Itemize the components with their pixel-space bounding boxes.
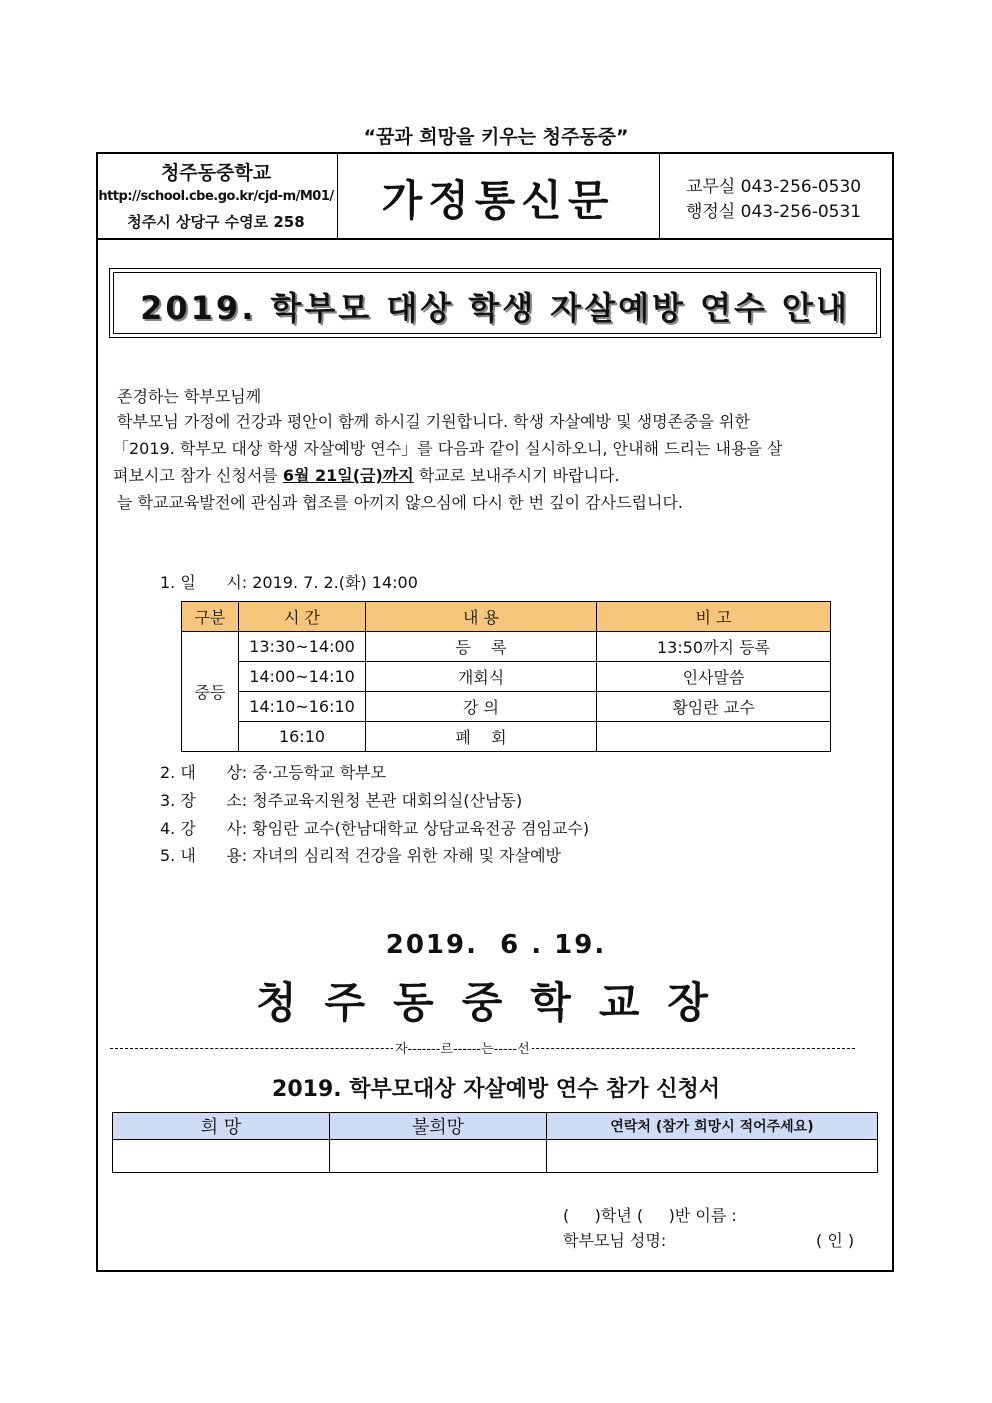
body-line-2: 「2019. 학부모 대상 학생 자살예방 연수」를 다음과 같이 실시하오니, 안내해 드리는 내용을 살 (113, 439, 783, 458)
title-box (109, 268, 881, 338)
phone-staff: 교무실 043-256-0530 (686, 177, 862, 197)
note-cell (597, 722, 831, 752)
issue-date: 2019. 6 . 19. (385, 930, 607, 960)
contact-info (660, 152, 892, 238)
content-cell: 강 의 (366, 692, 597, 722)
note-cell: 인사말씀 (597, 662, 831, 692)
header-time: 시 간 (239, 602, 366, 632)
schedule-header-row (182, 602, 831, 632)
school-motto: “꿈과 희망을 키우는 청주동중” (363, 126, 629, 148)
school-info (96, 152, 338, 238)
item-lecturer: 4. 강 사: 황임란 교수(한남대학교 상담교육전공 겸임교수) (160, 819, 590, 838)
table-row (182, 662, 831, 692)
cut-line (110, 1038, 855, 1058)
content-cell: 폐 회 (366, 722, 597, 752)
note-cell: 황임란 교수 (597, 692, 831, 722)
body-line-3-post: 학교로 보내주시기 바랍니다. (413, 466, 620, 485)
note-cell: 13:50까지 등록 (597, 632, 831, 662)
item-content: 5. 내 용: 자녀의 심리적 건강을 위한 자해 및 자살예방 (160, 846, 561, 865)
item-datetime: 1. 일 시: 2019. 7. 2.(화) 14:00 (160, 573, 418, 592)
time-cell: 13:30~14:00 (239, 632, 366, 662)
cut-line-label: 자-------르------는-----선 (393, 1038, 532, 1057)
school-name: 청주동중학교 (160, 162, 272, 184)
table-row (182, 692, 831, 722)
body-line-4: 늘 학교교육발전에 관심과 협조를 아끼지 않으심에 다시 한 번 깊이 감사드립니다. (117, 493, 683, 512)
letterhead (96, 152, 894, 240)
body-line-3-pre: 펴보시고 참가 신청서를 (113, 466, 283, 485)
seal-mark: ( 인 ) (816, 1231, 855, 1250)
greeting: 존경하는 학부모님께 (117, 387, 262, 406)
body-line-3 (113, 463, 888, 486)
form-col-attend: 희 망 (113, 1113, 330, 1140)
table-row (182, 722, 831, 752)
page-title: 2019. 학부모 대상 학생 자살예방 연수 안내 (140, 289, 850, 327)
school-address: 청주시 상당구 수영로 258 (127, 213, 305, 231)
time-cell: 14:10~16:10 (239, 692, 366, 722)
form-title: 2019. 학부모대상 자살예방 연수 참가 신청서 (272, 1077, 720, 1102)
form-header-row (113, 1113, 878, 1140)
item-place: 3. 장 소: 청주교육지원청 본관 대회의실(산남동) (160, 791, 523, 810)
phone-admin: 행정실 043-256-0531 (686, 202, 862, 222)
form-input-row (113, 1140, 878, 1173)
deadline: 6월 21일(금)까지 (282, 466, 414, 485)
newsletter-title-cell (338, 152, 660, 238)
header-note: 비 고 (597, 602, 831, 632)
parent-name-line: 학부모님 성명: (563, 1231, 667, 1250)
decline-field[interactable] (330, 1140, 547, 1173)
form-col-decline: 불희망 (330, 1113, 547, 1140)
newsletter-title: 가정통신문 (381, 176, 615, 225)
item-target: 2. 대 상: 중·고등학교 학부모 (160, 763, 387, 782)
time-cell: 14:00~14:10 (239, 662, 366, 692)
attend-field[interactable] (113, 1140, 330, 1173)
principal-signature: 청주동중학교장 (255, 978, 736, 1027)
school-url[interactable]: http://school.cbe.go.kr/cjd-m/M01/ (98, 189, 334, 204)
content-cell: 개회식 (366, 662, 597, 692)
time-cell: 16:10 (239, 722, 366, 752)
table-row (182, 632, 831, 662)
application-form-table (112, 1112, 878, 1173)
group-cell: 중등 (182, 632, 239, 752)
schedule-table (181, 601, 831, 752)
body-line-1: 학부모님 가정에 건강과 평안이 함께 하시길 기원합니다. 학생 자살예방 및 생명존중을 위한 (117, 412, 750, 431)
content-cell: 등 록 (366, 632, 597, 662)
contact-field[interactable] (547, 1140, 878, 1173)
grade-class-name-line: ( )학년 ( )반 이름 : (563, 1206, 737, 1225)
title-inner-border (113, 272, 877, 334)
header-content: 내 용 (366, 602, 597, 632)
form-col-contact: 연락처 (참가 희망시 적어주세요) (547, 1113, 878, 1140)
header-category: 구분 (182, 602, 239, 632)
